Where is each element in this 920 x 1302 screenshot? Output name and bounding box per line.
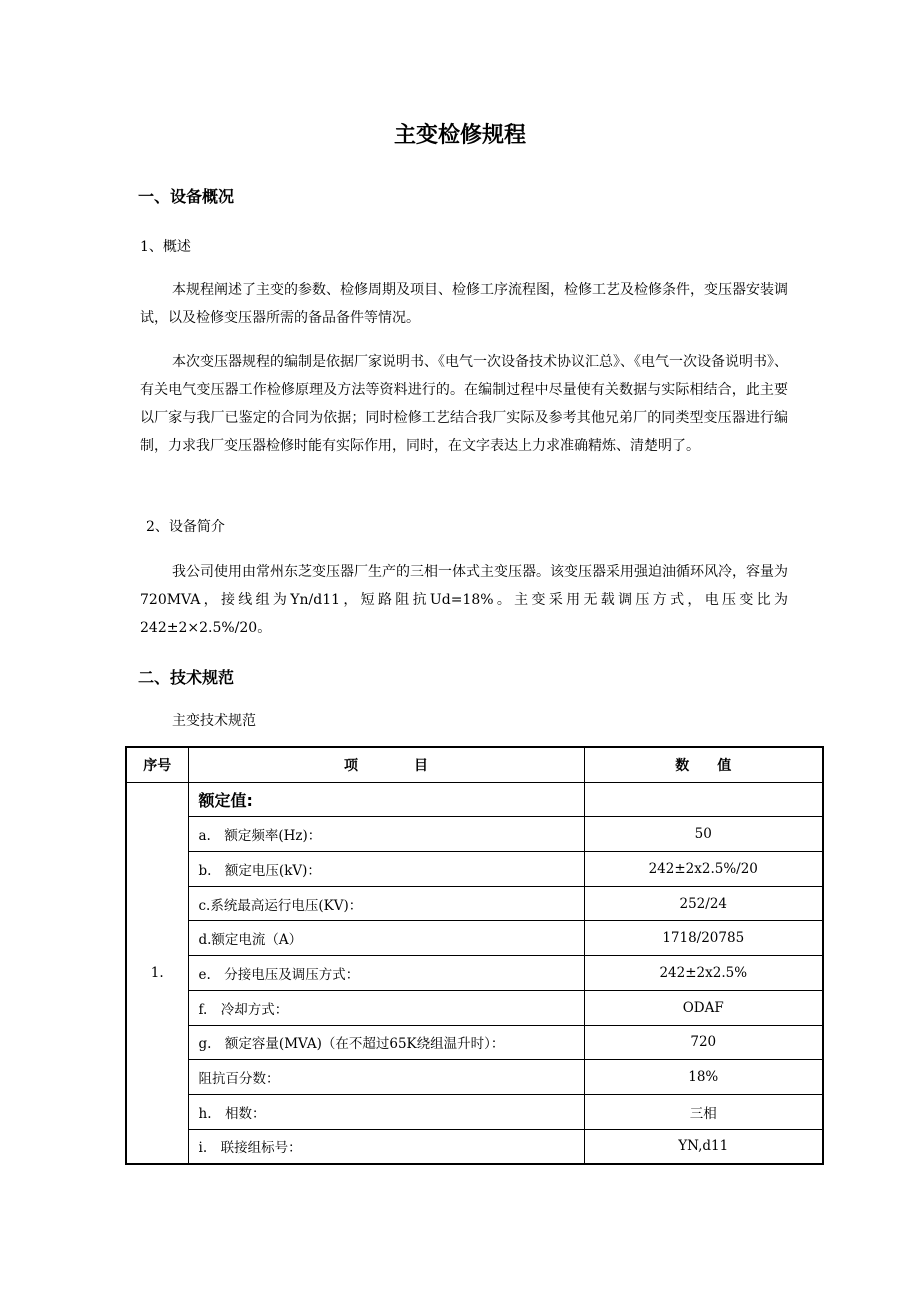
header-no: 序号 [126,747,188,782]
table-row [126,852,823,887]
row-item: b. 额定电压(kV)： [188,852,584,887]
subsection-heading-equipment-intro: 2、设备简介 [146,519,225,535]
row-value: 18% [584,1060,823,1095]
table-row [126,956,823,991]
row-item: d.额定电流（A） [188,921,584,956]
section-heading-tech-spec: 二、技术规范 [138,668,235,687]
page-title: 主变检修规程 [393,123,526,148]
row-value: 252/24 [584,886,823,921]
table-header-row [126,747,823,782]
row-value: 242±2x2.5%/20 [584,852,823,887]
table-row [126,990,823,1025]
header-item: 项 目 [188,747,584,782]
group-label: 额定值: [188,782,584,817]
table-caption: 主变技术规范 [172,713,256,729]
table-row [126,817,823,852]
table-row [126,782,823,817]
subsection-heading-summary: 1、概述 [140,239,191,255]
table-row [126,886,823,921]
row-value: 720 [584,1025,823,1060]
row-item: e. 分接电压及调压方式： [188,956,584,991]
table-row [126,1025,823,1060]
spec-table [125,746,824,1165]
paragraph-equipment-intro: 我公司使用由常州东芝变压器厂生产的三相一体式主变压器。该变压器采用强迫油循环风冷，容量为720MVA，接线组为Yn/d11，短路阻抗Ud=18%。主变采用无载调压方式，电压变比为242±2×2.5%/20。 [140,564,788,636]
row-item: h. 相数： [188,1094,584,1129]
row-value: 50 [584,817,823,852]
group-value-empty [584,782,823,817]
row-item: i. 联接组标号： [188,1129,584,1164]
row-value: ODAF [584,990,823,1025]
row-item: 阻抗百分数： [188,1060,584,1095]
header-value: 数 值 [584,747,823,782]
table-row [126,1094,823,1129]
row-value: 三相 [584,1094,823,1129]
row-item: f. 冷却方式： [188,990,584,1025]
row-item: a. 额定频率(Hz)： [188,817,584,852]
section-heading-overview: 一、设备概况 [138,187,235,206]
table-row [126,1129,823,1164]
table-row [126,921,823,956]
group-number: 1. [126,782,188,1164]
row-value: YN,d11 [584,1129,823,1164]
row-item: g. 额定容量(MVA)（在不超过65K绕组温升时）： [188,1025,584,1060]
row-item: c.系统最高运行电压(KV)： [188,886,584,921]
paragraph-summary-2: 本次变压器规程的编制是依据厂家说明书、《电气一次设备技术协议汇总》、《电气一次设备说明书》、有关电气变压器工作检修原理及方法等资料进行的。在编制过程中尽量使有关数据与实际相结合，此主要以厂家与我厂已鉴定的合同为依据；同时检修工艺结合我厂实际及参考其他兄弟厂的同类型变压器进行编制，力求我厂变压器检修时能有实际作用，同时，在文字表达上力求准确精炼、清楚明了。 [140,354,788,454]
paragraph-summary-1: 本规程阐述了主变的参数、检修周期及项目、检修工序流程图，检修工艺及检修条件，变压器安装调试，以及检修变压器所需的备品备件等情况。 [140,282,788,326]
row-value: 1718/20785 [584,921,823,956]
row-value: 242±2x2.5% [584,956,823,991]
table-row [126,1060,823,1095]
